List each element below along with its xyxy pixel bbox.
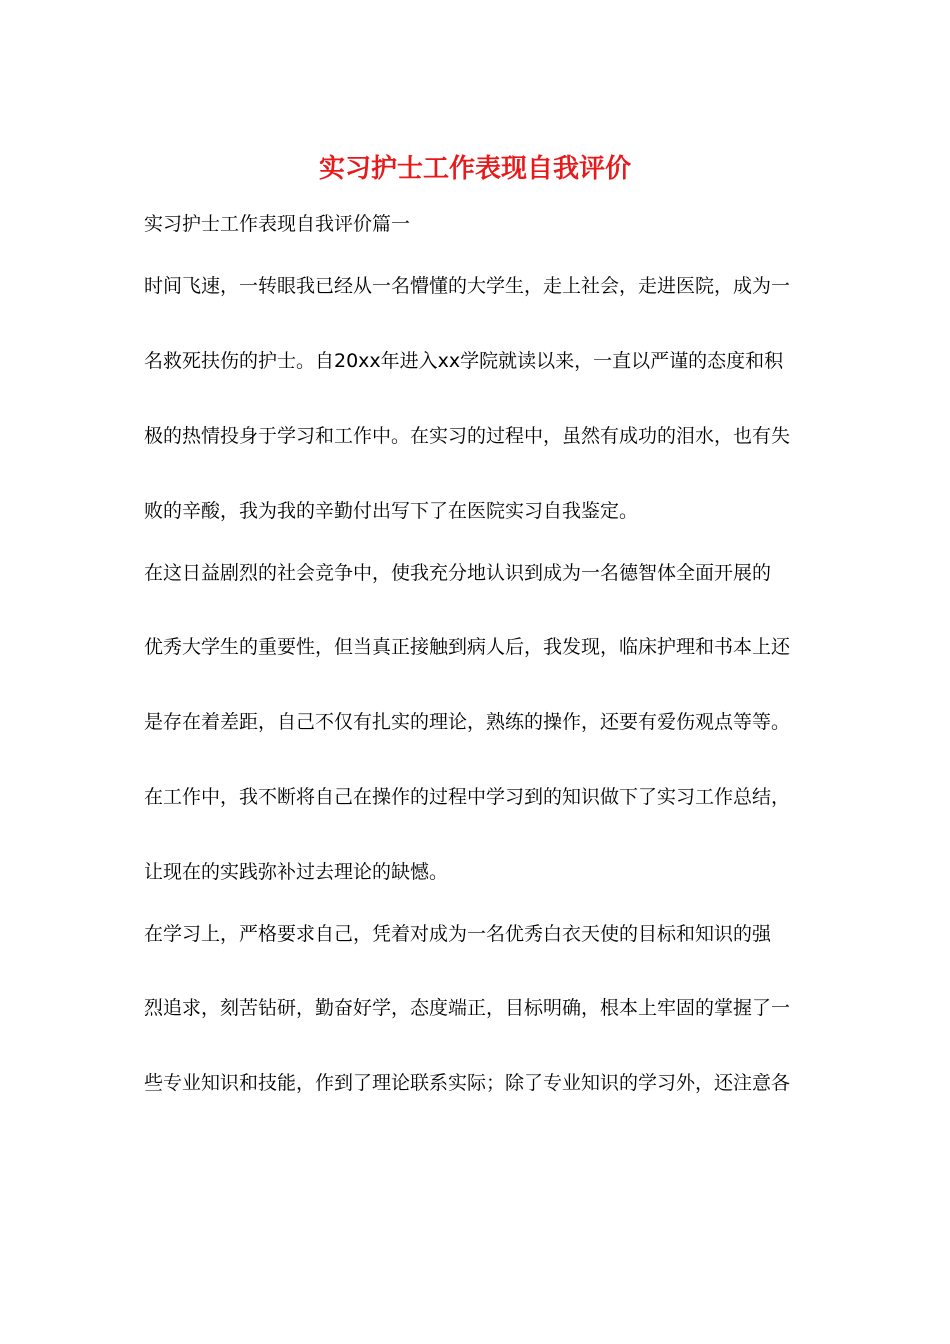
body-line: 烈追求，刻苦钻研，勤奋好学，态度端正，目标明确，根本上牢固的掌握了一 bbox=[144, 997, 791, 1019]
body-line: 在学习上，严格要求自己，凭着对成为一名优秀白衣天使的目标和知识的强 bbox=[144, 923, 772, 945]
document-title: 实习护士工作表现自我评价 bbox=[318, 154, 631, 184]
body-line: 让现在的实践弥补过去理论的缺憾。 bbox=[144, 861, 449, 883]
body-line: 是存在着差距，自己不仅有扎实的理论，熟练的操作，还要有爱伤观点等等。 bbox=[144, 711, 791, 733]
body-line: 优秀大学生的重要性，但当真正接触到病人后，我发现，临床护理和书本上还 bbox=[144, 636, 791, 658]
body-line: 极的热情投身于学习和工作中。在实习的过程中，虽然有成功的泪水，也有失 bbox=[144, 425, 791, 447]
body-line: 败的辛酸，我为我的辛勤付出写下了在医院实习自我鉴定。 bbox=[144, 500, 639, 522]
body-line: 名救死扶伤的护士。自20xx年进入xx学院就读以来，一直以严谨的态度和积 bbox=[144, 350, 784, 372]
section-heading: 实习护士工作表现自我评价篇一 bbox=[144, 213, 411, 235]
body-line: 在工作中，我不断将自己在操作的过程中学习到的知识做下了实习工作总结， bbox=[144, 786, 791, 808]
body-line: 些专业知识和技能，作到了理论联系实际；除了专业知识的学习外，还注意各 bbox=[144, 1072, 791, 1094]
body-line: 在这日益剧烈的社会竞争中，使我充分地认识到成为一名德智体全面开展的 bbox=[144, 562, 772, 584]
body-line: 时间飞速，一转眼我已经从一名懵懂的大学生，走上社会，走进医院，成为一 bbox=[144, 275, 791, 297]
